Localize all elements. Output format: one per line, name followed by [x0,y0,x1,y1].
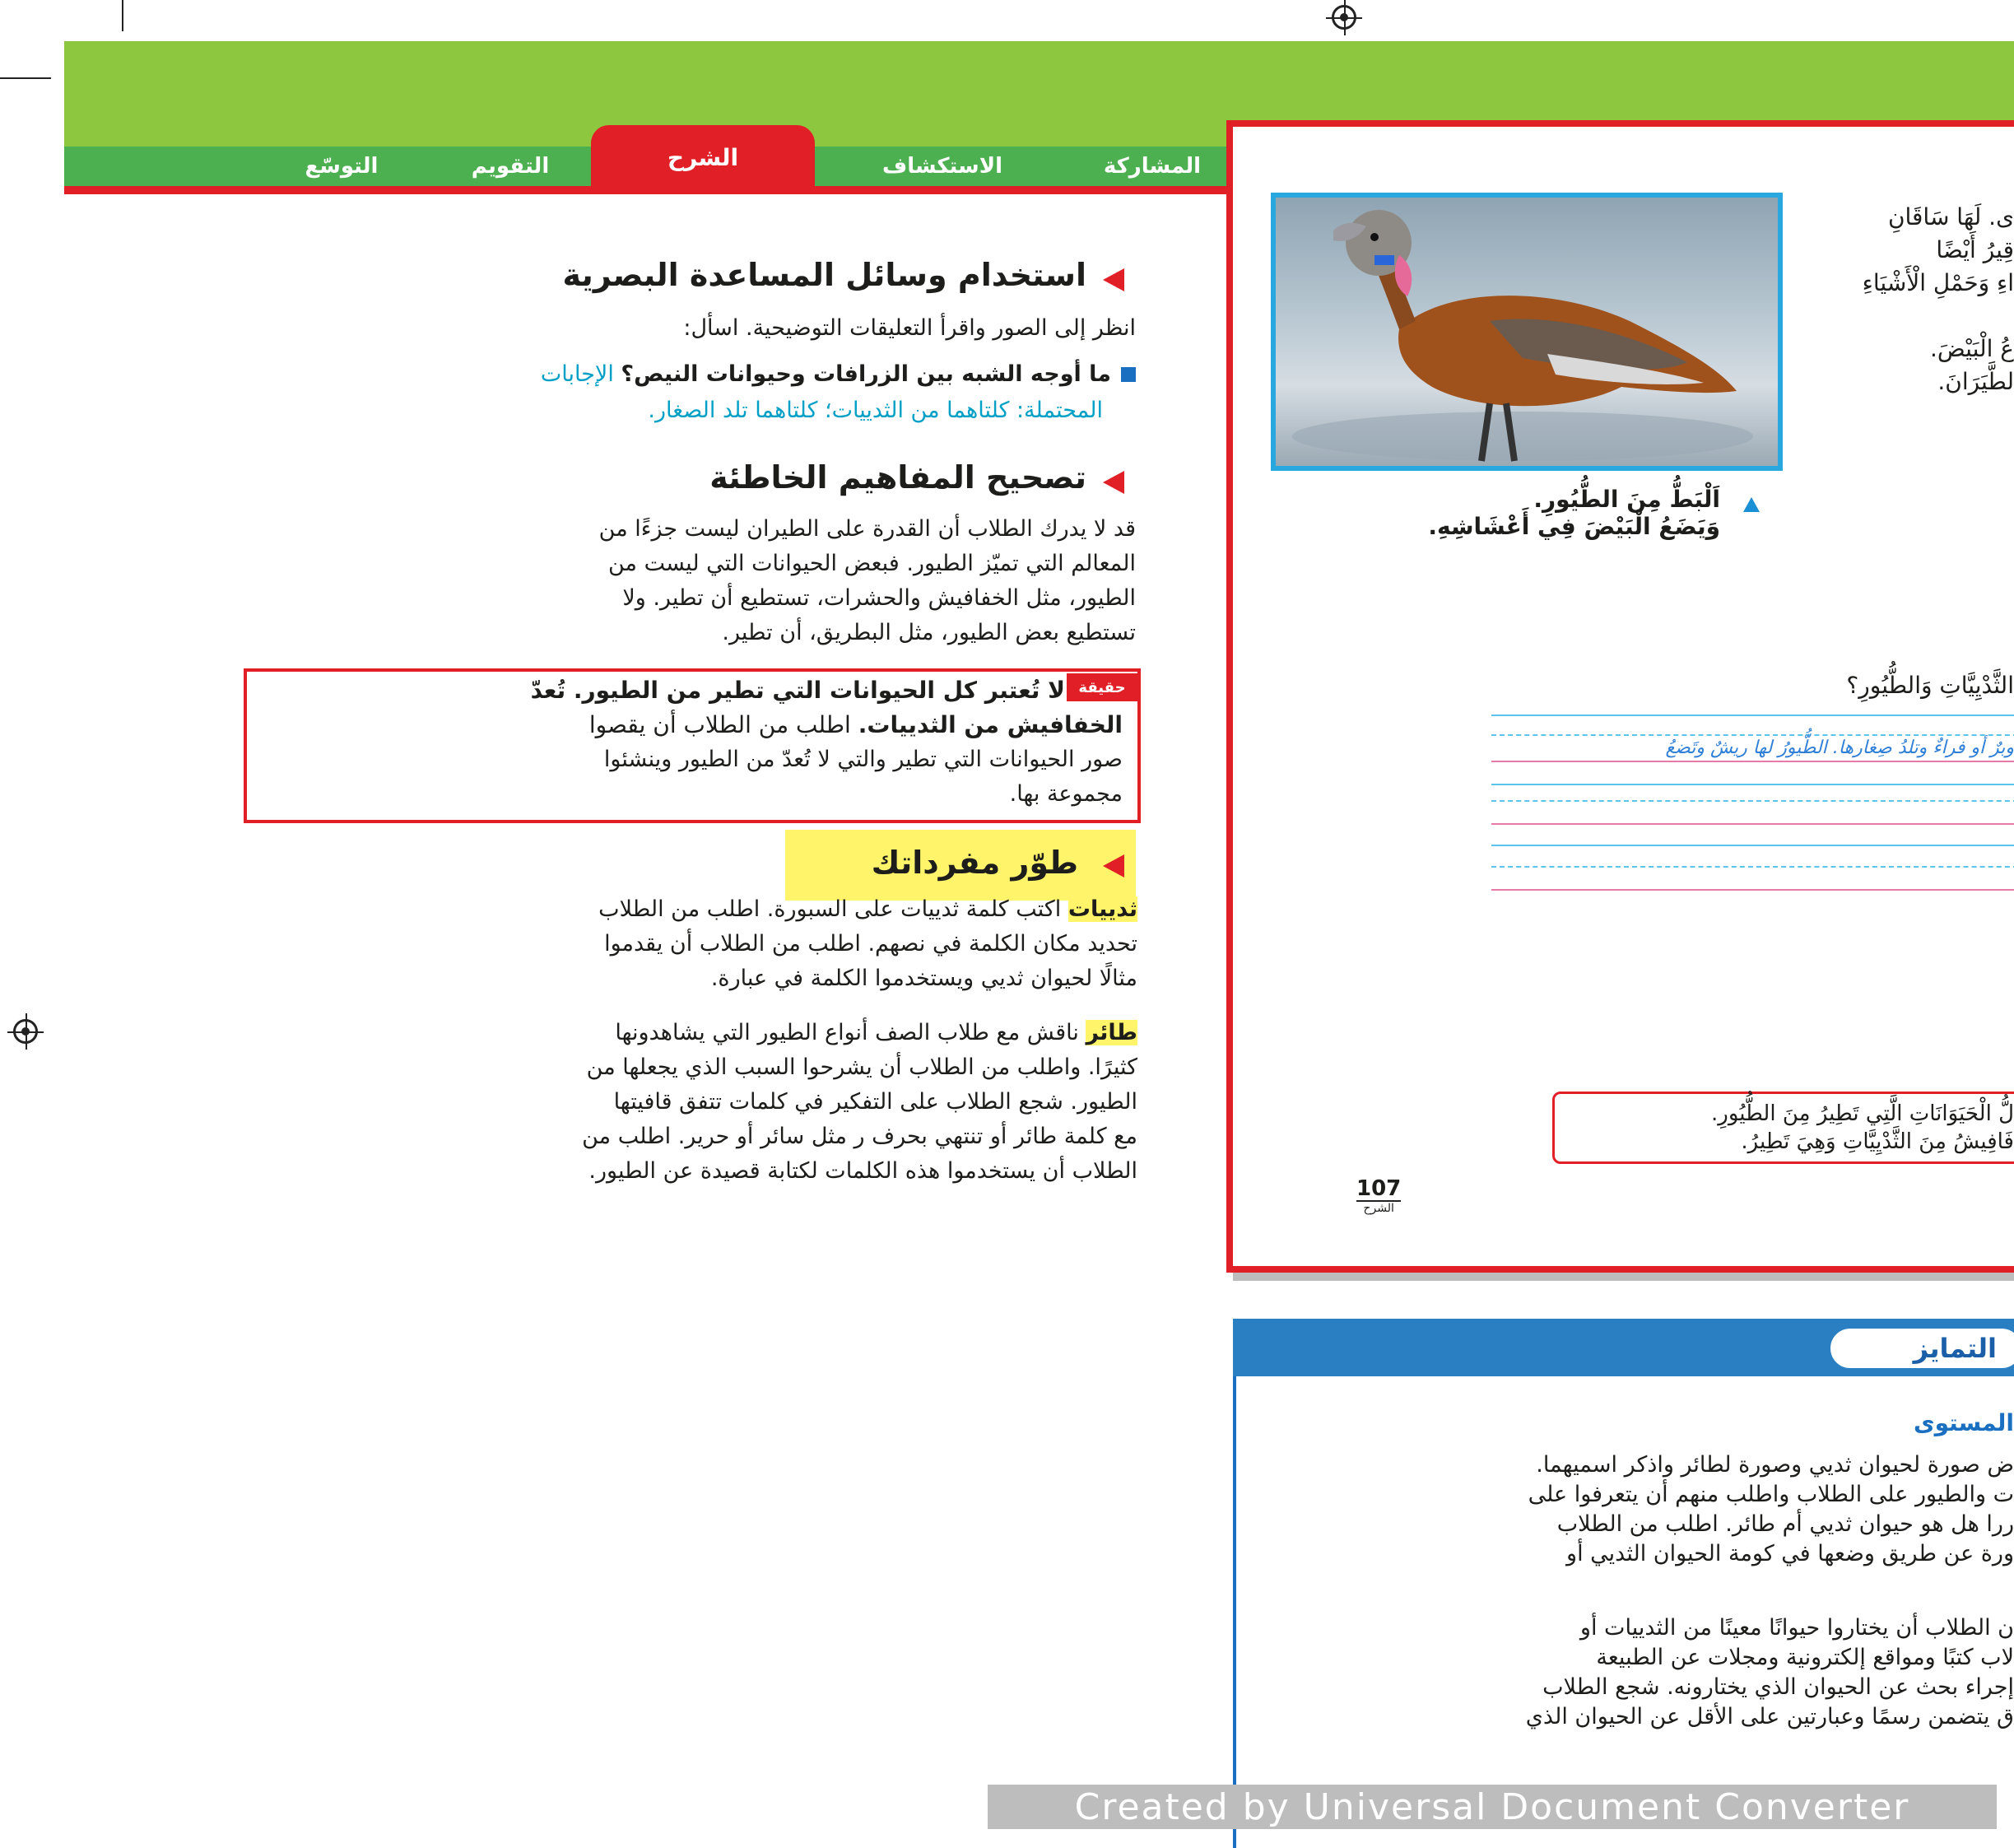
duck-photo [1271,193,1783,471]
student-text-line: عُ الْبَيْضَ. [1929,335,2014,362]
tab-underline [64,186,1233,194]
writing-line [1491,889,2014,891]
writing-line [1491,734,2014,736]
diff-line: إجراء بحث عن الحيوان الذي يختارونه. شجع الطلاب [1542,1674,2014,1700]
student-text-line: ى. لَهَا سَاقَانِ [1887,203,2014,230]
misconceptions-line: قد لا يدرك الطلاب أن القدرة على الطيران ليست جزءًا من [598,516,1136,542]
vocab-mammals-line: مثالًا لحيوان ثديي ويستخدموا الكلمة في عبارة. [710,966,1137,991]
vocab-bird-line: كثيرًا. واطلب من الطلاب أن يشرحوا السبب الذي يجعلها من [586,1054,1137,1080]
vocab-bird-line: ناقش مع طلاب الصف أنواع الطيور التي يشاهدونها [615,1020,1079,1045]
diff-line: ن الطلاب أن يختاروا حيوانًا معينًا من الثدييات أو [1579,1615,2014,1641]
misconceptions-line: الطيور، مثل الخفافيش والحشرات، تستطيع أن تطير. ولا [622,585,1136,611]
converter-watermark: Created by Universal Document Converter [988,1785,1997,1829]
vocab-bird-line: الطيور. شجع الطلاب على التفكير في كلمات تتفق قافيتها [613,1089,1137,1115]
student-text-line: قِيرُ أَيْضًا [1936,236,2014,263]
section-title-misconceptions: تصحيح المفاهيم الخاطئة [709,459,1086,496]
student-right-text [1778,201,2014,398]
fact-line: مجموعة بها. [1009,781,1123,807]
level-subhead: المستوى [1913,1409,2014,1436]
differentiation-para-1 [1284,1450,2014,1569]
vocab-mammals-line: اكتب كلمة ثدييات على السبورة. اطلب من الطلاب [598,896,1062,922]
page-number [1356,1177,1401,1215]
vocab-bird-line: الطلاب أن يستخدموا هذه الكلمات لكتابة قصيدة عن الطيور. [588,1158,1137,1184]
writing-line [1491,823,2014,825]
differentiation-panel [1233,1319,2014,1848]
diff-line: ق يتضمن رسمًا وعبارتين على الأقل عن الحيوان الذي [1525,1704,2014,1729]
fact-rest: اطلب من الطلاب أن يقصوا [588,711,851,738]
tab-extend[interactable]: التوسّع [305,154,379,179]
caption-triangle-icon [1743,497,1760,512]
writing-line [1491,784,2014,785]
tab-engage[interactable]: المشاركة [1103,154,1202,179]
crop-mark-vertical [122,0,123,31]
vocab-bird [247,1016,1137,1189]
diff-line: ت والطيور على الطلاب واطلب منهم أن يتعرفوا على [1528,1482,2014,1507]
student-text-line: اءِ وَحَمْلِ الْأَشْيَاءِ [1862,269,2014,296]
fact-more [258,742,1123,812]
photo-caption [1317,486,1720,540]
vocab-mammals [247,892,1137,996]
fact-tag: حقيقة [1067,673,1137,701]
fact-line: صور الحيوانات التي تطير والتي لا تُعدّ من الطيور وينشئوا [603,747,1123,772]
vocab-bird-line: مع كلمة طائر أو تنتهي بحرف ر مثل سائر أو حرير. اطلب من [582,1124,1137,1149]
question-text: ما أوجه الشبه بين الزرافات وحيوانات النيص؟ [621,361,1111,387]
visual-aids-intro: انظر إلى الصور واقرأ التعليقات التوضيحية. اسأل: [683,315,1136,341]
differentiation-title: التمايز [1827,1325,2014,1371]
section-title-visual-aids: استخدام وسائل المساعدة البصرية [562,257,1086,293]
student-question: الثَّدْيِيَّاتِ وَالطُّيُورِ؟ [1846,672,2014,699]
caption-line: اَلْبَطُّ مِنَ الطُّيُورِ. [1533,486,1720,513]
page-number-label: الشرح [1363,1202,1394,1215]
fact-line-2 [258,708,1123,742]
section-arrow-icon [1103,268,1124,291]
callout-line: لُّ الْحَيَوَانَاتِ الَّتِي تَطِيرُ مِنَ الطُّيُورِ. [1711,1101,2014,1126]
vocab-word-mammals: ثدييات [1067,896,1137,922]
visual-aids-question [263,357,1111,392]
handwritten-answer: وبرٌ أو فراءٌ وتلدُ صِغارها. الطُّيورُ لها ريشٌ وتَضعُ [1665,738,2014,758]
duck-icon [1276,198,1778,466]
misconceptions-line: المعالم التي تميّز الطيور. فبعض الحيوانات التي ليست من [607,551,1136,576]
tab-evaluate[interactable]: التقويم [471,154,550,179]
section-arrow-icon [1103,471,1124,494]
callout-line: فَافِيشُ مِنَ الثَّدْيِيَّاتِ وَهِيَ تَطِيرُ. [1741,1129,2014,1154]
page-number-value: 107 [1356,1176,1402,1201]
section-arrow-icon [1103,854,1124,877]
writing-line [1491,800,2014,802]
crop-mark-horizontal [0,77,51,79]
differentiation-para-2 [1284,1613,2014,1732]
misconceptions-line: تستطيع بعض الطيور، مثل البطريق، أن تطير. [722,620,1136,645]
writing-line [1491,845,2014,846]
fact-callout-text [1564,1100,2014,1156]
registration-mark-icon [13,1019,38,1044]
caption-line: وَيَضَعُ الْبَيْضَ فِي أَعْشَاشِهِ. [1428,513,1720,540]
registration-mark-icon [1332,5,1356,30]
student-text-line: لطَّيَرَانَ. [1937,368,2014,395]
writing-line [1491,715,2014,716]
diff-line: ض صورة لحيوان ثديي وصورة لطائر واذكر اسميهما. [1536,1452,2014,1478]
answer-lead: الإجابات [540,361,614,387]
vocab-title: طوّر مفرداتك [871,845,1078,881]
possible-answer: المحتملة: كلتاهما من الثدييات؛ كلتاهما تلد الصغار. [648,398,1103,423]
fact-line-1 [258,673,1065,708]
bullet-square-icon [1121,367,1136,382]
vocab-word-bird: طائر [1086,1020,1137,1045]
fact-bold-2: الخفافيش من الثدييات. [858,711,1123,738]
diff-line: لاب كتبًا ومواقع إلكترونية ومجلات عن الطبيعة [1596,1645,2014,1670]
writing-line [1491,761,2014,762]
writing-line [1491,866,2014,868]
diff-line: ررا هل هو حيوان ثديي أم طائر. اطلب من الطلاب [1556,1511,2014,1537]
tab-explain-active[interactable]: الشرح [591,125,815,189]
fact-bold-1: لا تُعتبر كل الحيوانات التي تطير من الطيور. تُعدّ [530,677,1065,704]
tab-explore[interactable]: الاستكشاف [882,154,1002,179]
misconceptions-text [247,512,1136,650]
diff-line: ورة عن طريق وضعها في كومة الحيوان الثديي أو [1566,1541,2014,1566]
vocab-mammals-line: تحديد مكان الكلمة في نصهم. اطلب من الطلاب أن يقدموا [604,931,1137,957]
